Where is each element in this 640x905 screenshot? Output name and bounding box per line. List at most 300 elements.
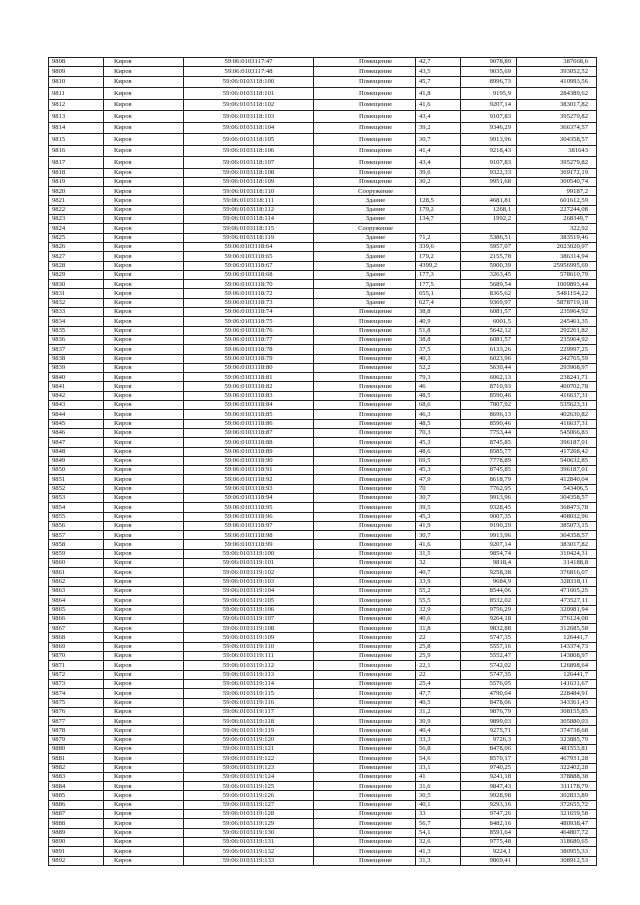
cadastral-number: 59:06:0103119:112 bbox=[184, 661, 314, 670]
object-type: Сооружение bbox=[314, 224, 416, 233]
table-row bbox=[49, 466, 597, 475]
area-value: 41,4 bbox=[416, 145, 461, 157]
table-row bbox=[49, 456, 597, 465]
cadastral-number: 59:06:0103119:123 bbox=[184, 763, 314, 772]
cadastral-number: 59:06:0103118:112 bbox=[184, 205, 314, 214]
cadastral-number: 59:06:0103118:108 bbox=[184, 168, 314, 177]
cadastral-value: 402630,82 bbox=[517, 410, 597, 419]
area-value: 38,8 bbox=[416, 308, 461, 317]
area-value: 46 bbox=[416, 382, 461, 391]
cadastral-number: 59:06:0103118:91 bbox=[184, 466, 314, 475]
cadastral-value: 322,92 bbox=[517, 224, 597, 233]
cadastral-value: 321659,58 bbox=[517, 810, 597, 819]
city-name: Киров bbox=[104, 187, 184, 196]
row-number: 9878 bbox=[49, 726, 104, 735]
city-name: Киров bbox=[104, 800, 184, 809]
city-name: Киров bbox=[104, 308, 184, 317]
cadastral-number: 59:06:0103118:67 bbox=[184, 261, 314, 270]
unit-price: 6023,96 bbox=[461, 354, 517, 363]
object-type: Помещение bbox=[314, 531, 416, 540]
table-row bbox=[49, 335, 597, 344]
object-type: Помещение bbox=[314, 642, 416, 651]
unit-price: 9195,9 bbox=[461, 88, 517, 100]
area-value: 79,3 bbox=[416, 373, 461, 382]
unit-price: 8478,06 bbox=[461, 698, 517, 707]
unit-price: 9726,3 bbox=[461, 735, 517, 744]
cadastral-value: 25956995,69 bbox=[517, 261, 597, 270]
city-name: Киров bbox=[104, 391, 184, 400]
row-number: 9879 bbox=[49, 735, 104, 744]
row-number: 9846 bbox=[49, 428, 104, 437]
city-name: Киров bbox=[104, 847, 184, 856]
unit-price: 8478,06 bbox=[461, 745, 517, 754]
unit-price: 8710,93 bbox=[461, 382, 517, 391]
row-number: 9856 bbox=[49, 521, 104, 530]
row-number: 9841 bbox=[49, 382, 104, 391]
unit-price: 3263,45 bbox=[461, 270, 517, 279]
cadastral-value: 393052,52 bbox=[517, 67, 597, 76]
cadastral-value: 471605,25 bbox=[517, 586, 597, 595]
object-type: Помещение bbox=[314, 698, 416, 707]
unit-price: 6133,26 bbox=[461, 345, 517, 354]
unit-price: 9224,1 bbox=[461, 847, 517, 856]
area-value: 31,6 bbox=[416, 782, 461, 791]
city-name: Киров bbox=[104, 456, 184, 465]
table-row bbox=[49, 134, 597, 146]
unit-price: 2155,78 bbox=[461, 252, 517, 261]
cadastral-number: 59:06:0103118:76 bbox=[184, 326, 314, 335]
unit-price: 8585,77 bbox=[461, 447, 517, 456]
unit-price: 9756,29 bbox=[461, 605, 517, 614]
unit-price: 9869,41 bbox=[461, 856, 517, 865]
area-value: 30,7 bbox=[416, 134, 461, 146]
object-type: Помещение bbox=[314, 308, 416, 317]
unit-price: 9241,18 bbox=[461, 772, 517, 781]
city-name: Киров bbox=[104, 88, 184, 100]
cadastral-number: 59:06:0103118:114 bbox=[184, 215, 314, 224]
unit-price: 8365,62 bbox=[461, 289, 517, 298]
table-row bbox=[49, 735, 597, 744]
area-value: 179,2 bbox=[416, 252, 461, 261]
city-name: Киров bbox=[104, 76, 184, 88]
object-type: Помещение bbox=[314, 99, 416, 111]
city-name: Киров bbox=[104, 363, 184, 372]
area-value: 32,9 bbox=[416, 605, 461, 614]
object-type: Помещение bbox=[314, 754, 416, 763]
city-name: Киров bbox=[104, 754, 184, 763]
cadastral-value: 366374,57 bbox=[517, 122, 597, 134]
cadastral-value: 235964,92 bbox=[517, 308, 597, 317]
unit-price: 9854,74 bbox=[461, 549, 517, 558]
city-name: Киров bbox=[104, 586, 184, 595]
unit-price: 9258,38 bbox=[461, 568, 517, 577]
area-value: 31,8 bbox=[416, 624, 461, 633]
table-row bbox=[49, 596, 597, 605]
cadastral-value: 235964,92 bbox=[517, 335, 597, 344]
object-type: Помещение bbox=[314, 624, 416, 633]
area-value: 37,5 bbox=[416, 345, 461, 354]
city-name: Киров bbox=[104, 233, 184, 242]
table-body bbox=[49, 58, 597, 866]
city-name: Киров bbox=[104, 689, 184, 698]
area-value: 41,3 bbox=[416, 847, 461, 856]
cadastral-value: 408032,96 bbox=[517, 512, 597, 521]
area-value: 31,3 bbox=[416, 856, 461, 865]
city-name: Киров bbox=[104, 382, 184, 391]
unit-price: 9832,88 bbox=[461, 624, 517, 633]
table-row bbox=[49, 717, 597, 726]
area-value: 47,9 bbox=[416, 475, 461, 484]
city-name: Киров bbox=[104, 466, 184, 475]
unit-price: 5386,51 bbox=[461, 233, 517, 242]
row-number: 9828 bbox=[49, 261, 104, 270]
table-row bbox=[49, 177, 597, 186]
object-type: Здание bbox=[314, 280, 416, 289]
object-type: Помещение bbox=[314, 335, 416, 344]
cadastral-value: 481553,81 bbox=[517, 745, 597, 754]
cadastral-number: 59:06:0103119:120 bbox=[184, 735, 314, 744]
cadastral-value: 473527,11 bbox=[517, 596, 597, 605]
row-number: 9820 bbox=[49, 187, 104, 196]
object-type: Помещение bbox=[314, 447, 416, 456]
cadastral-value: 400702,78 bbox=[517, 382, 597, 391]
unit-price: 9913,96 bbox=[461, 493, 517, 502]
city-name: Киров bbox=[104, 261, 184, 270]
object-type: Помещение bbox=[314, 856, 416, 865]
object-type: Помещение bbox=[314, 810, 416, 819]
unit-price: 9207,14 bbox=[461, 99, 517, 111]
object-type: Помещение bbox=[314, 122, 416, 134]
table-row bbox=[49, 298, 597, 307]
cadastral-value: 385073,15 bbox=[517, 521, 597, 530]
row-number: 9823 bbox=[49, 215, 104, 224]
row-number: 9876 bbox=[49, 707, 104, 716]
cadastral-number: 59:06:0103119:127 bbox=[184, 800, 314, 809]
table-row bbox=[49, 512, 597, 521]
cadastral-value: 143808,97 bbox=[517, 652, 597, 661]
unit-price: 8745,85 bbox=[461, 438, 517, 447]
area-value: 39,6 bbox=[416, 168, 461, 177]
area-value: 40,5 bbox=[416, 698, 461, 707]
table-row bbox=[49, 280, 597, 289]
area-value: 43,4 bbox=[416, 157, 461, 169]
cadastral-value-table bbox=[48, 57, 597, 866]
row-number: 9824 bbox=[49, 224, 104, 233]
object-type: Помещение bbox=[314, 837, 416, 846]
city-name: Киров bbox=[104, 326, 184, 335]
row-number: 9872 bbox=[49, 670, 104, 679]
area-value: 71,2 bbox=[416, 233, 461, 242]
cadastral-number: 59:06:0103118:79 bbox=[184, 354, 314, 363]
table-row bbox=[49, 661, 597, 670]
table-row bbox=[49, 391, 597, 400]
row-number: 9822 bbox=[49, 205, 104, 214]
cadastral-value: 578610,79 bbox=[517, 270, 597, 279]
row-number: 9854 bbox=[49, 503, 104, 512]
object-type: Здание bbox=[314, 233, 416, 242]
city-name: Киров bbox=[104, 652, 184, 661]
city-name: Киров bbox=[104, 679, 184, 688]
cadastral-number: 59:06:0103119:106 bbox=[184, 605, 314, 614]
city-name: Киров bbox=[104, 735, 184, 744]
object-type: Помещение bbox=[314, 540, 416, 549]
object-type: Помещение bbox=[314, 168, 416, 177]
unit-price: 8696,13 bbox=[461, 410, 517, 419]
cadastral-number: 59:06:0103118:107 bbox=[184, 157, 314, 169]
unit-price: 9747,26 bbox=[461, 810, 517, 819]
city-name: Киров bbox=[104, 810, 184, 819]
cadastral-value: 242765,59 bbox=[517, 354, 597, 363]
row-number: 9809 bbox=[49, 67, 104, 76]
cadastral-number: 59:06:0103119:122 bbox=[184, 754, 314, 763]
table-row bbox=[49, 726, 597, 735]
area-value: 41,6 bbox=[416, 99, 461, 111]
unit-price: 8532,02 bbox=[461, 596, 517, 605]
table-row bbox=[49, 633, 597, 642]
unit-price: 5576,05 bbox=[461, 679, 517, 688]
unit-price: 8996,73 bbox=[461, 76, 517, 88]
city-name: Киров bbox=[104, 428, 184, 437]
table-row bbox=[49, 363, 597, 372]
unit-price: 5630,44 bbox=[461, 363, 517, 372]
area-value: 32,6 bbox=[416, 837, 461, 846]
table-row bbox=[49, 642, 597, 651]
cadastral-number: 59:06:0103118:94 bbox=[184, 493, 314, 502]
object-type: Помещение bbox=[314, 145, 416, 157]
area-value: 40,9 bbox=[416, 317, 461, 326]
area-value: 177,3 bbox=[416, 270, 461, 279]
cadastral-value: 540632,85 bbox=[517, 456, 597, 465]
cadastral-value: 229997,25 bbox=[517, 345, 597, 354]
object-type: Помещение bbox=[314, 559, 416, 568]
cadastral-number: 59:06:0103118:89 bbox=[184, 447, 314, 456]
table-row bbox=[49, 819, 597, 828]
row-number: 9861 bbox=[49, 568, 104, 577]
cadastral-value: 293908,97 bbox=[517, 363, 597, 372]
table-row bbox=[49, 559, 597, 568]
area-value: 41,6 bbox=[416, 540, 461, 549]
unit-price: 4790,04 bbox=[461, 689, 517, 698]
cadastral-value: 328318,11 bbox=[517, 577, 597, 586]
table-row bbox=[49, 698, 597, 707]
city-name: Киров bbox=[104, 205, 184, 214]
table-row bbox=[49, 261, 597, 270]
object-type: Сооружение bbox=[314, 187, 416, 196]
object-type: Помещение bbox=[314, 58, 416, 67]
city-name: Киров bbox=[104, 419, 184, 428]
object-type: Помещение bbox=[314, 419, 416, 428]
table-row bbox=[49, 493, 597, 502]
city-name: Киров bbox=[104, 642, 184, 651]
unit-price: 5689,54 bbox=[461, 280, 517, 289]
area-value: 33 bbox=[416, 810, 461, 819]
row-number: 9839 bbox=[49, 363, 104, 372]
city-name: Киров bbox=[104, 345, 184, 354]
area-value: 52,2 bbox=[416, 363, 461, 372]
object-type: Помещение bbox=[314, 438, 416, 447]
city-name: Киров bbox=[104, 58, 184, 67]
row-number: 9887 bbox=[49, 810, 104, 819]
table-row bbox=[49, 670, 597, 679]
cadastral-number: 59:06:0103118:104 bbox=[184, 122, 314, 134]
area-value: 41,8 bbox=[416, 88, 461, 100]
area-value: 30,9 bbox=[416, 717, 461, 726]
cadastral-value: 141631,67 bbox=[517, 679, 597, 688]
cadastral-value: 383017,82 bbox=[517, 99, 597, 111]
cadastral-number: 59:06:0103118:103 bbox=[184, 111, 314, 123]
cadastral-number: 59:06:0103119:126 bbox=[184, 791, 314, 800]
area-value: 30,7 bbox=[416, 493, 461, 502]
table-row bbox=[49, 679, 597, 688]
table-row bbox=[49, 242, 597, 251]
table-row bbox=[49, 289, 597, 298]
cadastral-value: 2023020,97 bbox=[517, 242, 597, 251]
city-name: Киров bbox=[104, 134, 184, 146]
row-number: 9850 bbox=[49, 466, 104, 475]
object-type: Помещение bbox=[314, 177, 416, 186]
unit-price: 9818,4 bbox=[461, 559, 517, 568]
object-type: Помещение bbox=[314, 717, 416, 726]
table-row bbox=[49, 837, 597, 846]
object-type: Помещение bbox=[314, 549, 416, 558]
row-number: 9831 bbox=[49, 289, 104, 298]
object-type: Помещение bbox=[314, 354, 416, 363]
cadastral-number: 59:06:0103119:101 bbox=[184, 559, 314, 568]
area-value: 46,3 bbox=[416, 410, 461, 419]
cadastral-value: 228484,91 bbox=[517, 689, 597, 698]
object-type: Помещение bbox=[314, 763, 416, 772]
area-value: 69,5 bbox=[416, 456, 461, 465]
area-value: 40,7 bbox=[416, 568, 461, 577]
city-name: Киров bbox=[104, 354, 184, 363]
city-name: Киров bbox=[104, 145, 184, 157]
city-name: Киров bbox=[104, 772, 184, 781]
cadastral-number: 59:06:0103118:83 bbox=[184, 391, 314, 400]
cadastral-value: 314188,8 bbox=[517, 559, 597, 568]
row-number: 9818 bbox=[49, 168, 104, 177]
object-type: Помещение bbox=[314, 791, 416, 800]
city-name: Киров bbox=[104, 157, 184, 169]
area-value: 128,5 bbox=[416, 196, 461, 205]
object-type: Помещение bbox=[314, 428, 416, 437]
object-type: Помещение bbox=[314, 521, 416, 530]
unit-price: 9078,89 bbox=[461, 58, 517, 67]
unit-price: 5747,35 bbox=[461, 633, 517, 642]
cadastral-value: 1009893,44 bbox=[517, 280, 597, 289]
cadastral-value: 322402,28 bbox=[517, 763, 597, 772]
cadastral-value: 378888,38 bbox=[517, 772, 597, 781]
cadastral-value: 374738,68 bbox=[517, 726, 597, 735]
city-name: Киров bbox=[104, 856, 184, 865]
cadastral-number: 59:06:0103118:99 bbox=[184, 540, 314, 549]
city-name: Киров bbox=[104, 670, 184, 679]
row-number: 9817 bbox=[49, 157, 104, 169]
object-type: Помещение bbox=[314, 652, 416, 661]
row-number: 9886 bbox=[49, 800, 104, 809]
table-row bbox=[49, 373, 597, 382]
table-row bbox=[49, 782, 597, 791]
cadastral-number: 59:06:0103119:131 bbox=[184, 837, 314, 846]
table-row bbox=[49, 447, 597, 456]
object-type: Здание bbox=[314, 196, 416, 205]
object-type: Помещение bbox=[314, 503, 416, 512]
unit-price: 9876,79 bbox=[461, 707, 517, 716]
cadastral-value: 467931,28 bbox=[517, 754, 597, 763]
object-type: Помещение bbox=[314, 772, 416, 781]
unit-price: 7778,89 bbox=[461, 456, 517, 465]
cadastral-number: 59:06:0103119:104 bbox=[184, 586, 314, 595]
cadastral-value: 416637,31 bbox=[517, 391, 597, 400]
cadastral-value: 312685,58 bbox=[517, 624, 597, 633]
cadastral-number: 59:06:0103119:117 bbox=[184, 707, 314, 716]
unit-price: 9740,25 bbox=[461, 763, 517, 772]
table-row bbox=[49, 317, 597, 326]
area-value: 41 bbox=[416, 772, 461, 781]
row-number: 9838 bbox=[49, 354, 104, 363]
row-number: 9829 bbox=[49, 270, 104, 279]
cadastral-number: 59:06:0103119:114 bbox=[184, 679, 314, 688]
unit-price: 5747,35 bbox=[461, 670, 517, 679]
cadastral-value: 126441,7 bbox=[517, 633, 597, 642]
cadastral-number: 59:06:0103119:118 bbox=[184, 717, 314, 726]
city-name: Киров bbox=[104, 577, 184, 586]
row-number: 9836 bbox=[49, 335, 104, 344]
cadastral-value: 227244,08 bbox=[517, 205, 597, 214]
unit-price: 5742,02 bbox=[461, 661, 517, 670]
table-row bbox=[49, 196, 597, 205]
cadastral-number: 59:06:0103118:106 bbox=[184, 145, 314, 157]
row-number: 9814 bbox=[49, 122, 104, 134]
cadastral-number: 59:06:0103118:81 bbox=[184, 373, 314, 382]
cadastral-number: 59:06:0103117:48 bbox=[184, 67, 314, 76]
object-type: Помещение bbox=[314, 484, 416, 493]
area-value: 30,7 bbox=[416, 531, 461, 540]
row-number: 9859 bbox=[49, 549, 104, 558]
city-name: Киров bbox=[104, 111, 184, 123]
city-name: Киров bbox=[104, 633, 184, 642]
area-value: 25,4 bbox=[416, 679, 461, 688]
row-number: 9853 bbox=[49, 493, 104, 502]
cadastral-number: 59:06:0103118:70 bbox=[184, 280, 314, 289]
object-type: Помещение bbox=[314, 512, 416, 521]
area-value: 40,3 bbox=[416, 354, 461, 363]
cadastral-value: 5481154,22 bbox=[517, 289, 597, 298]
area-value: 70,3 bbox=[416, 428, 461, 437]
area-value: 30,5 bbox=[416, 791, 461, 800]
object-type: Помещение bbox=[314, 76, 416, 88]
cadastral-value: 386314,94 bbox=[517, 252, 597, 261]
object-type: Помещение bbox=[314, 689, 416, 698]
area-value: 40,6 bbox=[416, 614, 461, 623]
area-value: 48,5 bbox=[416, 419, 461, 428]
cadastral-number: 59:06:0103118:102 bbox=[184, 99, 314, 111]
city-name: Киров bbox=[104, 493, 184, 502]
table-row bbox=[49, 326, 597, 335]
cadastral-number: 59:06:0103119:128 bbox=[184, 810, 314, 819]
area-value: 22 bbox=[416, 670, 461, 679]
cadastral-number: 59:06:0103118:68 bbox=[184, 270, 314, 279]
unit-price: 9899,03 bbox=[461, 717, 517, 726]
cadastral-value: 383017,82 bbox=[517, 540, 597, 549]
cadastral-value: 310424,31 bbox=[517, 549, 597, 558]
area-value: 177,5 bbox=[416, 280, 461, 289]
unit-price: 6081,57 bbox=[461, 308, 517, 317]
city-name: Киров bbox=[104, 837, 184, 846]
object-type: Помещение bbox=[314, 745, 416, 754]
unit-price: 9328,45 bbox=[461, 503, 517, 512]
table-row bbox=[49, 540, 597, 549]
row-number: 9832 bbox=[49, 298, 104, 307]
